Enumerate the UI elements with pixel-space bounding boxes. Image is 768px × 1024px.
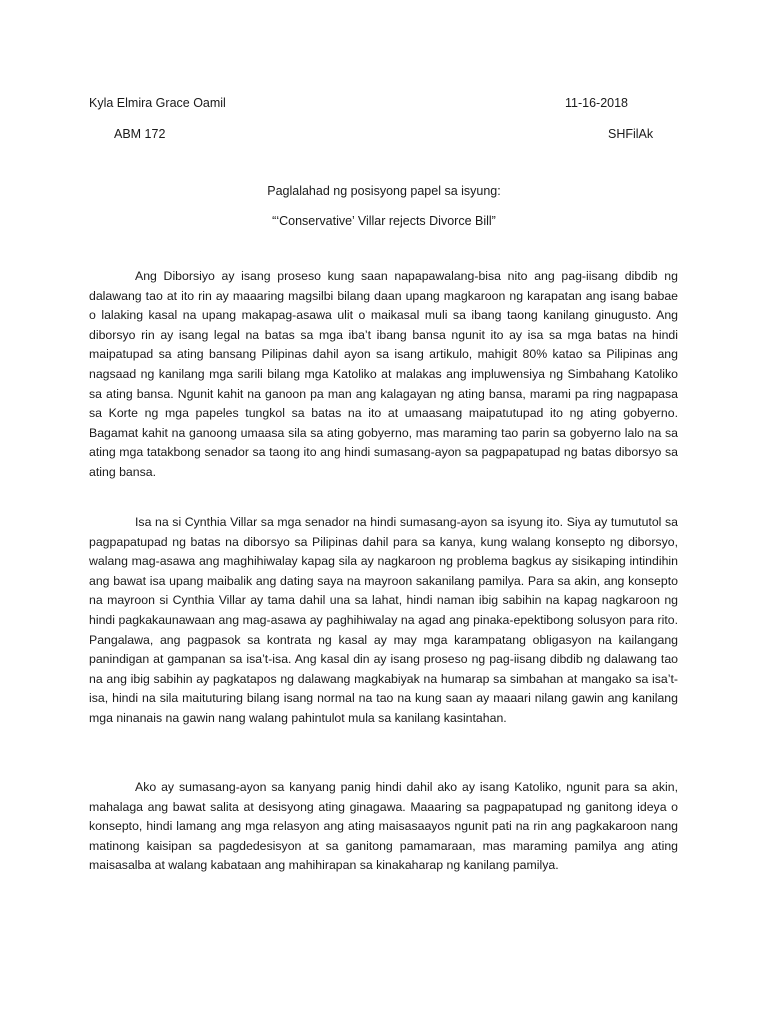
subject-code: SHFilAk: [608, 127, 654, 141]
document-title-line-1: Paglalahad ng posisyong papel sa isyung:: [267, 184, 501, 198]
document-date: 11-16-2018: [565, 96, 629, 110]
author-name: Kyla Elmira Grace Oamil: [89, 96, 226, 110]
body-paragraph-1: Ang Diborsiyo ay isang proseso kung saan napapawalang-bisa nito ang pag-iisang dibdib ng dalawang tao at ito rin ay maaaring magsilbi bilang daan upang magkaroon ng karapatan ang isang babae o lalaking kasal na upang makapag-asawa ulit o maikasal muli sa ibang taong kanilang ginugusto. Ang diborsyo rin ay isang legal na batas sa mga iba’t ibang bansa ngunit ito ay isa sa mga batas na hindi maipatupad sa ating bansang Pilipinas dahil ayon sa isang artikulo, mahigit 80% katao sa Pilipinas ang nagsaad ng kanilang mga sarili bilang mga Katoliko at malakas ang impluwensiya ng Simbahang Katoliko sa ating bansa. Ngunit kahit na ganoon pa man ang kalagayan ng ating bansa, marami pa ring nagpapasa sa Korte ng mga papeles tungkol sa batas na ito at umaasang maipatutupad ito ng ating gobyerno. Bagamat kahit na ganoong umaasa sila sa ating gobyerno, mas maraming tao parin sa gobyerno lalo na sa ating mga tatakbong senador sa taong ito ang hindi sumasang-ayon sa pagpapatupad ng batas diborsyo sa ating bansa.: [89, 269, 678, 479]
class-section: ABM 172: [114, 127, 166, 141]
document-title-line-2: “‘Conservative’ Villar rejects Divorce Bill”: [272, 214, 496, 228]
body-paragraph-3: Ako ay sumasang-ayon sa kanyang panig hindi dahil ako ay isang Katoliko, ngunit para sa akin, mahalaga ang bawat salita at desisyong ating ginagawa. Maaaring sa pagpapatupad ng ganitong ideya o konsepto, hindi lamang ang mga relasyon ang ating maisasaayos ngunit pati na rin ang pagkakaroon nang matinong kaisipan sa pagdedesisyon at sa ganitong pamamaraan, mas maraming pamilya ang ating maisasalba at walang kabataan ang mahihirapan sa kinakaharap ng kanilang pamilya.: [89, 780, 678, 873]
body-paragraph-2: Isa na si Cynthia Villar sa mga senador na hindi sumasang-ayon sa isyung ito. Siya ay tumututol sa pagpapatupad ng batas na diborsyo sa Pilipinas dahil para sa kanya, kung walang konsepto ng diborsyo, walang mag-asawa ang maghihiwalay kapag sila ay nagkaroon ng problema bagkus ay sisikaping intindihin ang bawat isa upang maibalik ang dating saya na mayroon sakanilang pamilya. Para sa akin, ang konsepto na mayroon si Cynthia Villar ay tama dahil una sa lahat, hindi naman ibig sabihin na kapag nagkaroon ng hindi pagkakaunawaan ang mag-asawa ay paghihiwalay na agad ang pinaka-epektibong solusyon para rito. Pangalawa, ang pagpasok sa kontrata ng kasal ay may mga karampatang obligasyon na kailangang panindigan at gampanan sa isa’t-isa. Ang kasal din ay isang proseso ng pag-iisang dibdib ng dalawang tao na ang ibig sabihin ay pagkatapos ng dalawang magkabiyak na humarap sa simbahan at mangako sa isa’t-isa, hindi na sila maituturing bilang isang normal na tao na kung saan ay maaari nilang gawin ang kanilang mga ninanais na gawin nang walang pahintulot mula sa kanilang kasintahan.: [89, 515, 678, 725]
